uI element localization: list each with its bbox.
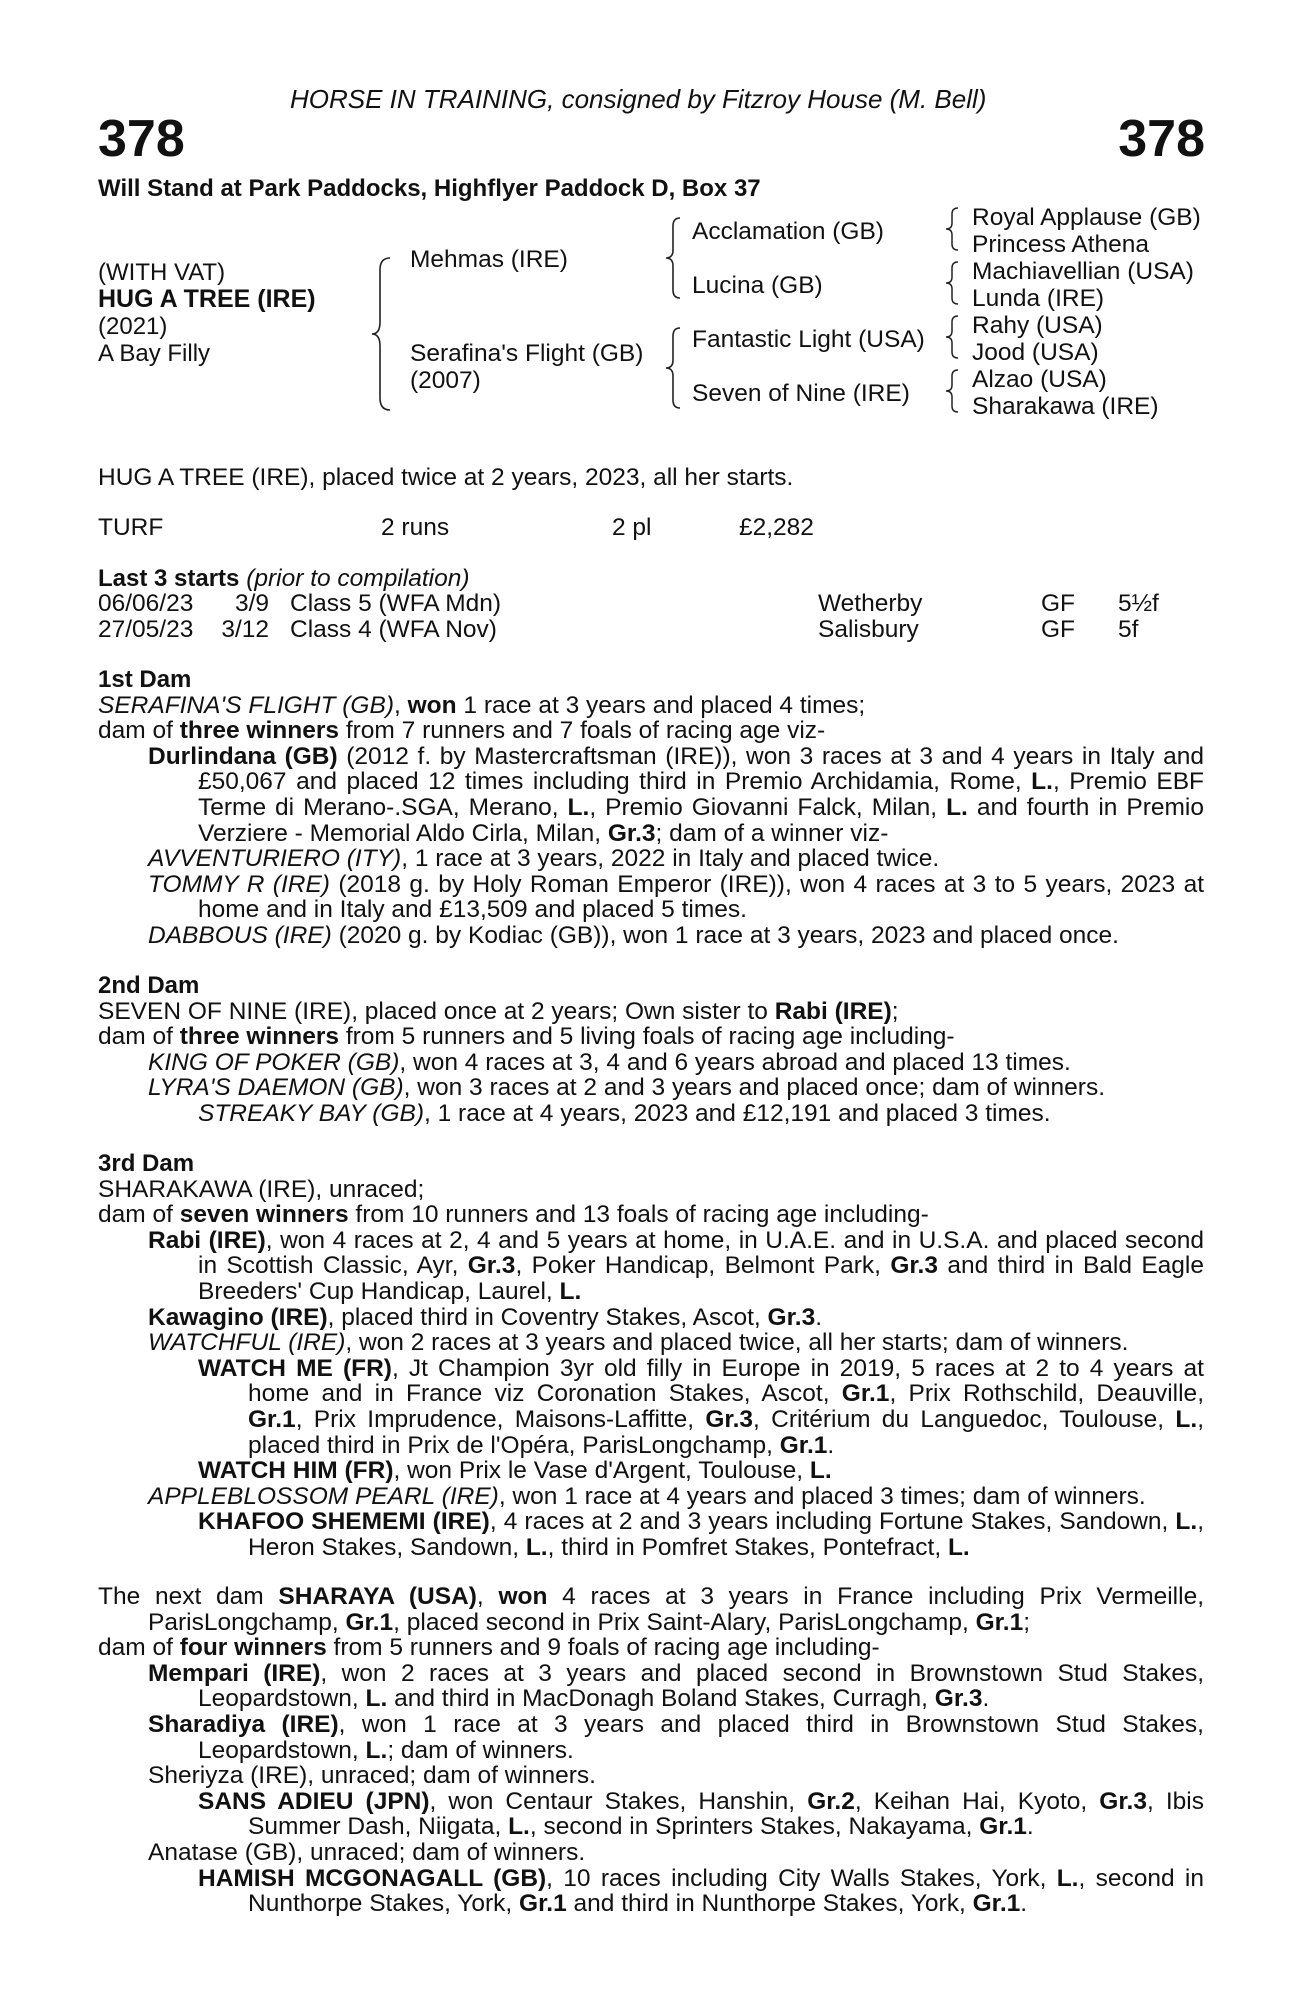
- start-row-2-race: Class 4 (WFA Nov): [290, 616, 497, 643]
- second-dam-line: SEVEN OF NINE (IRE), placed once at 2 years; Own sister to Rabi (IRE);: [98, 997, 899, 1025]
- race-summary: HUG A TREE (IRE), placed twice at 2 years, 2023, all her starts.: [98, 464, 794, 491]
- produce-dabbous: DABBOUS (IRE) (2020 g. by Kodiac (GB)), won 1 race at 3 years, 2023 and placed once.: [148, 921, 1119, 949]
- lot-number-left: 378: [98, 110, 185, 168]
- produce-kawagino: Kawagino (IRE), placed third in Coventry Stakes, Ascot, Gr.3.: [148, 1303, 823, 1331]
- last-starts-heading: Last 3 starts (prior to compilation): [98, 565, 470, 592]
- horse-description: A Bay Filly: [98, 340, 211, 367]
- start-row-1-race: Class 5 (WFA Mdn): [290, 590, 502, 617]
- second-dam-section: [98, 973, 1204, 1127]
- produce-streaky-bay: STREAKY BAY (GB), 1 race at 4 years, 2023 and £12,191 and placed 3 times.: [198, 1099, 1051, 1127]
- produce-avventuriero: AVVENTURIERO (ITY), 1 race at 3 years, 2022 in Italy and placed twice.: [148, 845, 940, 873]
- first-dam-section: [98, 667, 1204, 949]
- produce-anatase: Anatase (GB), unraced; dam of winners.: [148, 1838, 586, 1866]
- next-dam-section: [98, 1584, 1204, 1917]
- consignment-header: HORSE IN TRAINING, consigned by Fitzroy House (M. Bell): [290, 84, 987, 114]
- start-row-2-date: 27/05/23: [98, 616, 194, 643]
- produce-khafoo-shememi: KHAFOO SHEMEMI (IRE), 4 races at 2 and 3 years including Fortune Stakes, Sandown, L., Heron Stakes, Sandown, L., third in Pomfret Stakes, Pontefract, L.: [198, 1508, 1204, 1561]
- produce-durlindana: Durlindana (GB) (2012 f. by Mastercraftsman (IRE)), won 3 races at 3 and 4 years in Italy and £50,067 and placed 12 times including third in Premio Archidamia, Rome, L., Premio EBF Terme di Merano-.SGA, Merano, L., Premio Giovanni Falck, Milan, L. and fourth in Premio Verziere - Memorial Aldo Cirla, Milan, Gr.3; dam of a winner viz-: [148, 742, 1204, 847]
- record-runs: 2 runs: [381, 514, 450, 541]
- pedigree-brace-main: [370, 256, 394, 412]
- pedigree-gen3-2: Lucina (GB): [692, 272, 823, 299]
- produce-appleblossom-pearl: APPLEBLOSSOM PEARL (IRE), won 1 race at 4 years and placed 3 times; dam of winners.: [148, 1482, 1146, 1510]
- start-row-1-distance: 5½f: [1118, 590, 1159, 617]
- pedigree-brace-2: [944, 260, 962, 306]
- stand-location: Will Stand at Park Paddocks, Highflyer Paddock D, Box 37: [98, 175, 761, 202]
- start-row-1-date: 06/06/23: [98, 590, 194, 617]
- pedigree-dam-year: (2007): [410, 367, 481, 394]
- pedigree-gen4-4: Lunda (IRE): [972, 285, 1105, 312]
- pedigree-gen3-1: Acclamation (GB): [692, 218, 884, 245]
- start-row-2-pos: 3/12: [221, 616, 269, 643]
- pedigree-gen4-6: Jood (USA): [972, 339, 1099, 366]
- pedigree-gen4-5: Rahy (USA): [972, 312, 1103, 339]
- pedigree-brace-dam: [664, 326, 684, 410]
- lot-number-right: 378: [1118, 110, 1205, 168]
- produce-tommy-r: TOMMY R (IRE) (2018 g. by Holy Roman Emperor (IRE)), won 4 races at 3 to 5 years, 2023 at home and in Italy and £13,509 and placed 5 times.: [148, 870, 1205, 924]
- start-row-1-course: Wetherby: [818, 590, 923, 617]
- third-dam-line: SHARAKAWA (IRE), unraced;: [98, 1175, 425, 1203]
- pedigree-brace-3: [944, 314, 962, 360]
- first-dam-line: SERAFINA'S FLIGHT (GB), won 1 race at 3 years and placed 4 times;: [98, 691, 866, 719]
- pedigree-gen4-2: Princess Athena: [972, 231, 1150, 258]
- next-dam-produce-line: dam of four winners from 5 runners and 9 foals of racing age including-: [98, 1634, 880, 1662]
- record-surface: TURF: [98, 514, 164, 541]
- produce-mempari: Mempari (IRE), won 2 races at 3 years and placed second in Brownstown Stud Stakes, Leopardstown, L. and third in MacDonagh Boland Stakes, Curragh, Gr.3.: [148, 1659, 1204, 1713]
- second-dam-heading: 2nd Dam: [98, 972, 200, 999]
- pedigree-gen3-3: Fantastic Light (USA): [692, 326, 925, 353]
- produce-watch-him: WATCH HIM (FR), won Prix le Vase d'Argent, Toulouse, L.: [198, 1457, 832, 1485]
- pedigree-gen3-4: Seven of Nine (IRE): [692, 380, 910, 407]
- third-dam-produce-line: dam of seven winners from 10 runners and 13 foals of racing age including-: [98, 1201, 929, 1229]
- produce-lyras-daemon: LYRA'S DAEMON (GB), won 3 races at 2 and 3 years and placed once; dam of winners.: [148, 1074, 1106, 1102]
- second-dam-produce-line: dam of three winners from 5 runners and 5 living foals of racing age including-: [98, 1023, 955, 1051]
- horse-name: HUG A TREE (IRE): [98, 285, 316, 313]
- start-row-1-going: GF: [1041, 590, 1076, 617]
- third-dam-section: [98, 1151, 1204, 1561]
- next-dam-line: The next dam SHARAYA (USA), won 4 races at 3 years in France including Prix Vermeille, ParisLongchamp, Gr.1, placed second in Prix Saint-Alary, ParisLongchamp, Gr.1;: [98, 1583, 1205, 1636]
- pedigree-gen4-1: Royal Applause (GB): [972, 204, 1201, 231]
- pedigree-brace-1: [944, 206, 962, 252]
- third-dam-heading: 3rd Dam: [98, 1150, 195, 1177]
- start-row-1-pos: 3/9: [234, 590, 269, 617]
- produce-sans-adieu: SANS ADIEU (JPN), won Centaur Stakes, Hanshin, Gr.2, Keihan Hai, Kyoto, Gr.3, Ibis Summer Dash, Niigata, L., second in Sprinters Stakes, Nakayama, Gr.1.: [198, 1787, 1204, 1841]
- first-dam-heading: 1st Dam: [98, 666, 192, 693]
- produce-rabi: Rabi (IRE), won 4 races at 2, 4 and 5 years at home, in U.A.E. and in U.S.A. and placed second in Scottish Classic, Ayr, Gr.3, Poker Handicap, Belmont Park, Gr.3 and third in Bald Eagle Breeders' Cup Handicap, Laurel, L.: [148, 1226, 1205, 1305]
- produce-sharadiya: Sharadiya (IRE), won 1 race at 3 years and placed third in Brownstown Stud Stakes, Leopardstown, L.; dam of winners.: [148, 1710, 1204, 1764]
- pedigree-gen4-3: Machiavellian (USA): [972, 258, 1194, 285]
- pedigree-brace-4: [944, 368, 962, 414]
- pedigree-sire: Mehmas (IRE): [410, 246, 568, 273]
- pedigree-gen4-8: Sharakawa (IRE): [972, 393, 1159, 420]
- pedigree-brace-sire: [664, 216, 684, 300]
- record-placed: 2 pl: [612, 514, 652, 541]
- produce-king-of-poker: KING OF POKER (GB), won 4 races at 3, 4 and 6 years abroad and placed 13 times.: [148, 1048, 1071, 1076]
- first-dam-produce-line: dam of three winners from 7 runners and 7 foals of racing age viz-: [98, 717, 826, 745]
- produce-watchful: WATCHFUL (IRE), won 2 races at 3 years and placed twice, all her starts; dam of winners.: [148, 1329, 1129, 1357]
- start-row-2-distance: 5f: [1118, 616, 1139, 643]
- start-row-2-course: Salisbury: [818, 616, 919, 643]
- record-earnings: £2,282: [739, 514, 814, 541]
- foaling-year: (2021): [98, 313, 168, 340]
- produce-sheriyza: Sheriyza (IRE), unraced; dam of winners.: [148, 1762, 596, 1790]
- produce-hamish-mcgonagall: HAMISH MCGONAGALL (GB), 10 races including City Walls Stakes, York, L., second in Nunthorpe Stakes, York, Gr.1 and third in Nunthorpe Stakes, York, Gr.1.: [198, 1864, 1204, 1918]
- start-row-2-going: GF: [1041, 616, 1076, 643]
- pedigree-dam: Serafina's Flight (GB): [410, 340, 644, 367]
- produce-watch-me: WATCH ME (FR), Jt Champion 3yr old filly in Europe in 2019, 5 races at 2 to 4 years at home and in France viz Coronation Stakes, Ascot, Gr.1, Prix Rothschild, Deauville, Gr.1, Prix Imprudence, Maisons-Laffitte, Gr.3, Critérium du Languedoc, Toulouse, L., placed third in Prix de l'Opéra, ParisLongchamp, Gr.1.: [198, 1354, 1204, 1459]
- pedigree-gen4-7: Alzao (USA): [972, 366, 1107, 393]
- vat-note: (WITH VAT): [98, 259, 226, 286]
